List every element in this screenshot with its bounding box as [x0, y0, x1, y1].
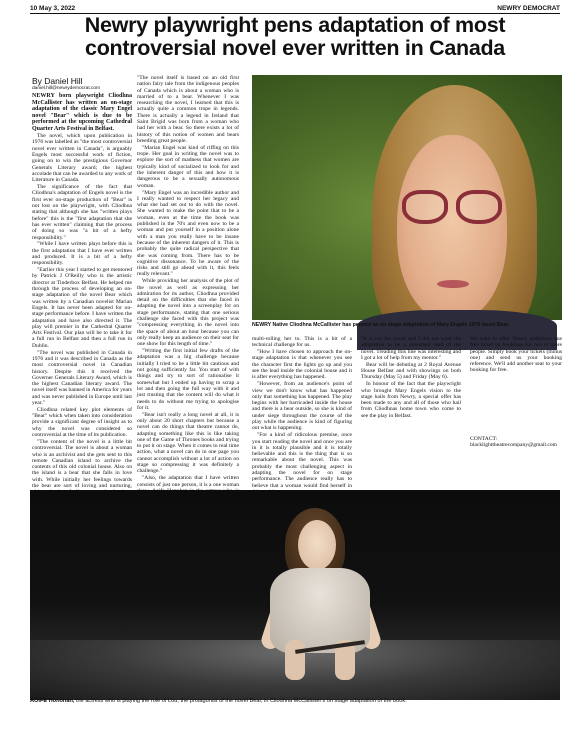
- article-paragraph: "It is not the novel and I did not want the adaptation to be a rehearsed read of the novel. Treading this line was interesting and I got a lot of help from my mentor.": [361, 336, 461, 361]
- article-paragraph: "Writing the first initial few drafts of the adaptation was a big challenge because initially I tried to be a little bit cautious and not going sufficiently far. You start of with things and try to sort of rationalise it somewhat but I ended up having to scrap a lot and then going the full way with it and just trusting that the content will do what it needs to do without me trying to apologise for it.: [137, 348, 239, 411]
- contact-email[interactable]: blacklighttheatrecompany@gmail.com: [470, 442, 558, 449]
- article-paragraph: multi-rolling her to. This is a bit of a technical challenge for us.: [252, 336, 352, 349]
- article-paragraph: While providing her analysis of the plot of the novel as well as expressing her admiration for its author, Cliodhna provided detail on the difficulties that she faced in adapting the novel into a screenplay for on stage performance, stating that one serious challenge she faced with this project was "compressing everything in the novel into the space of about an hour because you can only really keep an audience on their seat for one show for this length of time.": [137, 278, 239, 348]
- headline: Newry playwright pens adaptation of most controversial novel ever written in Canada: [84, 13, 506, 60]
- article-paragraph: "While I have written plays before this is the first adaptation that I have ever written and produced. It is a bit of a hefty responsibility.: [32, 241, 132, 267]
- photo-caption-actress: [30, 698, 560, 705]
- article-paragraph: "Marian Engel was kind of riffing on this trope. Her goal in writing the novel was to explore the sort of madness that women are typically kind of socialized to look for and the inherent danger of this and how it is dangerous to be a sexually autonomous woman.: [137, 144, 239, 189]
- caption-actress-name: AOIFE Honohan,: [30, 698, 75, 704]
- author-email[interactable]: daniel.hill@newrydemocrat.com: [32, 86, 101, 91]
- article-paragraph: "How I have chosen to approach the on-stage adaptation is that whenever you see the character first the lights go up and you see the lead inside the colonial house and it is after everything has happened.: [252, 349, 352, 381]
- issue-date: 10 May 3, 2022: [30, 5, 76, 12]
- article-paragraph: "The novel was published in Canada in 1976 and it was described in Canada as the most controversial novel in Canadian history. Despite this it received the Governer Generals Literary Award, which is the highest Canadian literary award. The novel itself was banned in America for years and was never published in Europe until last year.": [32, 349, 132, 406]
- article-paragraph: In honour of the fact that the playwright who brought Mary Engels vision to the stage hails from Newry, a special offer has been made to any and all of those who hail from Cliodhnas home town who come to see the play in Belfast.: [361, 381, 461, 419]
- article-paragraph: "The content of the novel is a little bit controversial. The novel is about a woman who is an archivist and she gets sent to this remote Canadian island to archive the contents of this old colonial house. Also on the island is a bear that she falls in love with. While initially her feelings towards the bear are sort of loving and nurturing,: [32, 438, 132, 490]
- playwright-photo: [252, 75, 562, 320]
- article-paragraph: "The novel itself is based on an old first nation fairy tale from the indigenous peoples of Canada which is about a woman who is married of to a bear. Whenever I was researching the novel, I learned that this is actually quite a common trope in legends. There is actually a legend in Ireland that Saint Brigid was born from a woman who had her with a bear. So there exists a lot of history of this notion of women and bears breeding great people.: [137, 75, 239, 144]
- glasses-lens-left: [402, 190, 448, 224]
- masthead: [30, 3, 560, 13]
- article-paragraph: The novel, which upon publication in 1976 was labelled as "the most controversial novel ever written in Canada", is arguably Engels most successful work of fiction, going on to win the prestigious Governor Generals Literary award; the highest accolade that can be awarded to any work of Literature in Canada.: [32, 133, 132, 184]
- article-paragraph: "Also, the adaptation that I have written consists of just one person, it is a one woman: [137, 475, 239, 488]
- article-column-4: [361, 336, 461, 436]
- byline: By Daniel Hill: [32, 76, 83, 86]
- photo-caption-playwright: NEWRY Native Cliodhna McCallister has penned an on stage adaptation of Mary Engels 1976 novel Bear.: [252, 322, 510, 328]
- article-paragraph: "Mary Engel was an incredible author and I really wanted to respect her legacy and what she had set out to do with the novel. She wanted to make the point that to be a woman, even at the time the book was published in the 70's and even now to be a woman and put yourself in a position alone with a man you really have to be insane because of the inherent dangers of it. This is probably the quite radical perspective that she was coming from. There has to be cognitive dissonance. To be aware of the risks and still go ahead with it, this feels really relevant.": [137, 189, 239, 278]
- article-paragraph: "For a kind of ridiculous premise, once you start reading the novel and once you are in it is totally plausible and it is totally believable and this is the thing that is so remarkable about the novel. This was probably the most challenging aspect in adapting the novel for on stage performance. The audience really has to believe that a woman would find herself in: [252, 432, 352, 489]
- contact-label: CONTACT:: [470, 436, 498, 442]
- article-paragraph: Cliodhna related key plot elements of "Bear" which when taken into consideration provide a significant degree of insight as to why the novel was considered so controversial at the time of its publication.: [32, 406, 132, 439]
- article-column-2: [137, 75, 239, 487]
- contact-line: [470, 436, 562, 449]
- glasses-lens-right: [456, 190, 502, 224]
- article-paragraph: "However, from an audience's point of view we don't know what has happened only that something has happened. The play begins with her barricaded inside the house and there is a bear outside, so she is kind of under siege throughout the course of the play while the audience is kind of figuring out what is happening.: [252, 381, 352, 432]
- actress-photo: [30, 490, 560, 696]
- publication-name: NEWRY DEMOCRAT: [497, 5, 560, 12]
- article-column-3: [252, 336, 352, 489]
- article-paragraph: "Earlier this year I started to get mentored by Patrick J O'Reilly who is the artistic director at Tinderbox Belfast. He helped me through the process of developing an on-stage adaptation of the novel Bear which was written by a Canadian novelist Marian Engels. It has never been adapted for on-stage performance before. I have written the adaptation and have also directed it. The play will premier in the Cathedral Quarter Arts Festival. Our plan will be to take it for a full run in Belfast and then a full run in Dublin.: [32, 267, 132, 349]
- article-column-5: [470, 336, 562, 436]
- article-paragraph: The significance of the fact that Cliodhna's adaptation of Engels novel is the first ever on-stage production of "Bear" is not lost on the playwright, with Cliodhna stating that although she has "written plays before" this is the "first adaptation that she has ever written" claiming that the process of doing so was "a bit of a hefty responsibility.": [32, 184, 132, 241]
- article-paragraph: Bear will be debuting at 2 Royal Avenue House Belfast and with showings on both Thursday (May 5) and Friday (May 6).: [361, 361, 461, 381]
- caption-actress-text: the actress who is playing the role of Lou, the protagonist of the novel Bear, in Cliodhna McCallister's on stage adaptation of the book.: [74, 698, 407, 704]
- article-column-1: [32, 93, 132, 490]
- article-paragraph: We want to offer Newry audiences one free ticket on bookings for two or more people. Simply book your tickets (minus one) and send us your booking reference. We'll add another seat to your booking for free.: [470, 336, 562, 374]
- article-paragraph: NEWRY born playwright Cliodhna McCallister has written an on-stage adaptation of the classic Mary Engel novel "Bear" which is due to be performed at the upcoming Cathedral Quarter Arts Festival in Belfast.: [32, 93, 132, 132]
- article-paragraph: "Bear isn't really a long novel at all, it is only about 20 short chapters but because a novel can do things that theatre cannot do, adapting something like this is like taking one of the Game of Thrones books and trying to put it on stage. When it comes to real time action, what a novel can do in one page you cannot accomplish without a lot of action on stage so compressing it was definitely a challenge.": [137, 411, 239, 475]
